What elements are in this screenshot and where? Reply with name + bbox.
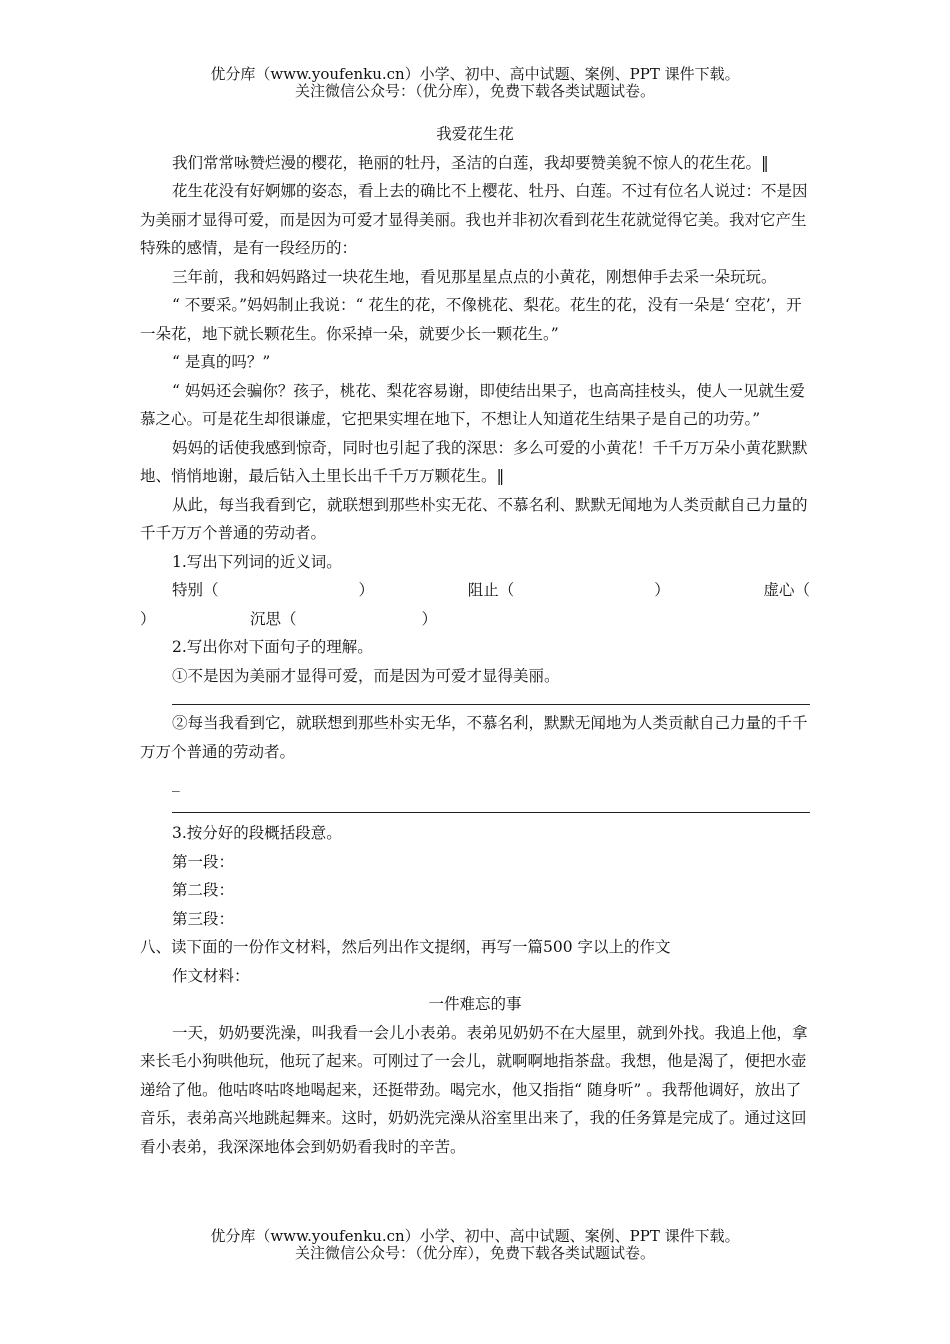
reading-paragraph: “ 妈妈还会骗你？孩子，桃花、梨花容易谢，即使结出果子，也高高挂枝头，使人一见就生爱慕之心。可是花生却很谦虚，它把果实埋在地下，不想让人知道花生结果子是自己的功劳。” [140, 381, 805, 428]
question-3-prompt: 3.按分好的段概括段意。 [172, 824, 342, 842]
essay-title: 一件难忘的事 [428, 995, 522, 1013]
synonym-blank-3[interactable]: 虚心（ [763, 581, 810, 599]
section-8-heading: 八、读下面的一份作文材料，然后列出作文提纲，再写一篇500 字以上的作文 [140, 938, 671, 956]
material-label: 作文材料： [172, 966, 250, 985]
reading-paragraph: 花生花没有好婀娜的姿态，看上去的确比不上樱花、牡丹、白莲。不过有位名人说过：不是因为美丽才显得可爱，而是因为可爱才显得美丽。我也并非初次看到花生花就觉得它美。我对它产生特殊的感情，是有一段经历的： [140, 182, 808, 257]
synonym-blank-1[interactable]: 特别（ ） [172, 581, 375, 599]
question-1-words-continued [140, 605, 810, 634]
answer-dash: _ [172, 774, 180, 792]
footer-line-2: 关注微信公众号：（优分库），免费下载各类试题试卷。 [294, 1244, 655, 1262]
reading-paragraph: “ 是真的吗？” [172, 353, 271, 371]
answer-line-2[interactable] [172, 794, 810, 813]
reading-paragraph: 三年前，我和妈妈路过一块花生地，看见那星星点点的小黄花，刚想伸手去采一朵玩玩。 [172, 267, 777, 286]
synonym-blank-3-close: ） [140, 609, 156, 628]
reading-title: 我爱花生花 [436, 125, 514, 143]
answer-line-1[interactable] [172, 690, 810, 705]
segment-1-label[interactable]: 第一段： [172, 852, 235, 871]
question-2-sentence-2: ②每当我看到它，就联想到那些朴实无华，不慕名利，默默无闻地为人类贡献自己力量的千千万万个普通的劳动者。 [140, 714, 808, 761]
question-2-prompt: 2.写出你对下面句子的理解。 [172, 638, 373, 656]
header-line-2: 关注微信公众号：（优分库），免费下载各类试题试卷。 [294, 82, 655, 100]
segment-3-label[interactable]: 第三段： [172, 909, 235, 928]
question-1-words [172, 576, 810, 605]
page-footer [0, 1228, 950, 1262]
reading-paragraph: 从此，每当我看到它，就联想到那些朴实无花、不慕名利、默默无闻地为人类贡献自己力量的千千万万个普通的劳动者。 [140, 495, 808, 542]
essay-paragraph: 一天，奶奶要洗澡，叫我看一会儿小表弟。表弟见奶奶不在大屋里，就到外找。我追上他，拿来长毛小狗哄他玩，他玩了起来。可刚过了一会儿，就啊啊地指茶盘。我想，他是渴了，便把水壶递给了他。他咕咚咕咚地喝起来，还挺带劲。喝完水，他又指指“ 随身听” 。我帮他调好，放出了音乐，表弟高兴地跳起舞来。这时，奶奶洗完澡从浴室里出来了，我的任务算是完成了。通过这回看小表弟，我深深地体会到奶奶看我时的辛苦。 [140, 1023, 808, 1156]
segment-2-label[interactable]: 第二段： [172, 881, 235, 899]
reading-paragraph: 妈妈的话使我感到惊奇，同时也引起了我的深思：多么可爱的小黄花！千千万万朵小黄花默默地、悄悄地谢，最后钻入土里长出千千万万颗花生。‖ [140, 438, 808, 485]
reading-paragraph: “ 不要采。”妈妈制止我说：“ 花生的花，不像桃花、梨花。花生的花，没有一朵是‘ 空花’，开一朵花，地下就长颗花生。你采掉一朵，就要少长一颗花生。” [140, 296, 802, 343]
question-2-sentence-1: ①不是因为美丽才显得可爱，而是因为可爱才显得美丽。 [172, 666, 560, 685]
reading-paragraph: 我们常常咏赞烂漫的樱花，艳丽的牡丹，圣洁的白莲，我却要赞美貌不惊人的花生花。‖ [172, 153, 769, 172]
page-header [0, 66, 950, 100]
footer-line-1: 优分库（www.youfenku.cn）小学、初中、高中试题、案例、PPT 课件下载。 [210, 1227, 740, 1245]
document-body [140, 120, 810, 1161]
question-1-prompt: 1.写出下列词的近义词。 [172, 552, 342, 571]
synonym-blank-2[interactable]: 阻止（ ） [467, 581, 670, 599]
header-line-1: 优分库（www.youfenku.cn）小学、初中、高中试题、案例、PPT 课件下载。 [210, 65, 740, 83]
synonym-blank-4[interactable]: 沉思（ ） [250, 609, 438, 628]
